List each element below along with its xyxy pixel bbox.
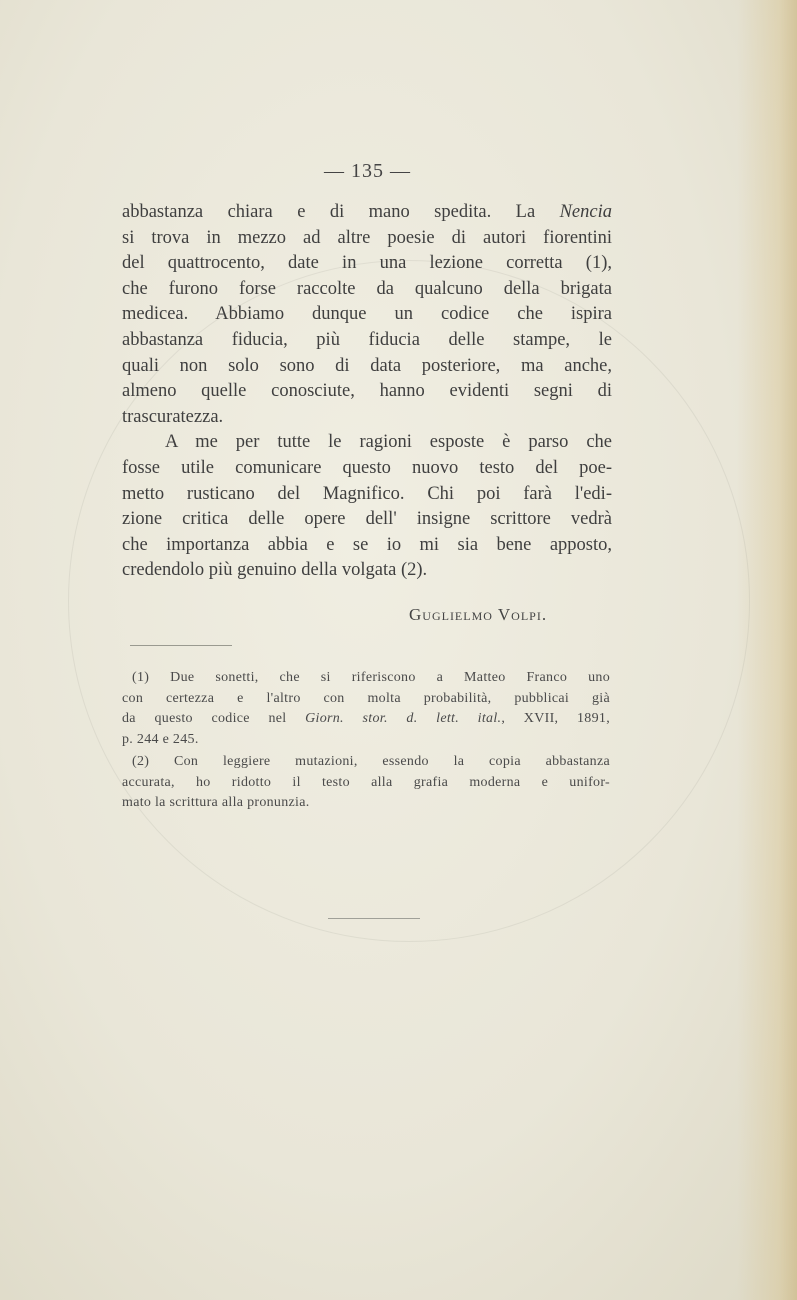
end-rule [328,918,420,919]
text-line: del quattrocento, date in una lezione corretta (1), [122,253,612,274]
author-signature: Guglielmo Volpi. [409,605,548,624]
text-line: abbastanza chiara e di mano spedita. La Nencia [122,202,612,222]
text-line: credendolo più genuino della volgata (2). [122,560,428,581]
footnote-line: (2) Con leggiere mutazioni, essendo la copia abbastanza [132,754,610,769]
text-line: A me per tutte le ragioni esposte è parso che [165,432,612,453]
paragraph-1 [122,200,612,430]
footnote-line: accurata, ho ridotto il testo alla grafia moderna e unifor- [122,774,610,790]
text-line: abbastanza fiducia, più fiducia delle stampe, le [122,329,612,350]
text-line: trascuratezza. [122,406,224,427]
text-line: che furono forse raccolte da qualcuno della brigata [122,278,612,299]
footnote-line: (1) Due sonetti, che si riferiscono a Matteo Franco uno [132,670,610,685]
footnotes [122,668,610,814]
text-line: zione critica delle opere dell' insigne scrittore vedrà [122,509,612,530]
footnote-line: con certezza e l'altro con molta probabilità, pubblicai già [122,690,610,706]
footnote-line: da questo codice nel Giorn. stor. d. lett. ital., XVII, 1891, [122,711,610,726]
text-line: metto rusticano del Magnifico. Chi poi farà l'edi- [122,483,612,504]
paragraph-2 [122,430,612,584]
text-line: si trova in mezzo ad altre poesie di autori fiorentini [122,227,612,248]
text-line: quali non solo sono di data posteriore, ma anche, [122,355,612,376]
footnote-1 [122,668,610,750]
page-number: — 135 — [324,160,411,182]
footnote-separator [130,645,232,646]
main-text [122,200,612,584]
text-line: almeno quelle conosciute, hanno evidenti segni di [122,381,612,402]
text-line: medicea. Abbiamo dunque un codice che ispira [122,304,612,325]
text-line: fosse utile comunicare questo nuovo testo del poe- [122,457,612,478]
footnote-line: p. 244 e 245. [122,731,199,747]
footnote-2 [122,752,610,814]
text-line: che importanza abbia e se io mi sia bene apposto, [122,534,612,555]
footnote-line: mato la scrittura alla pronunzia. [122,795,310,810]
